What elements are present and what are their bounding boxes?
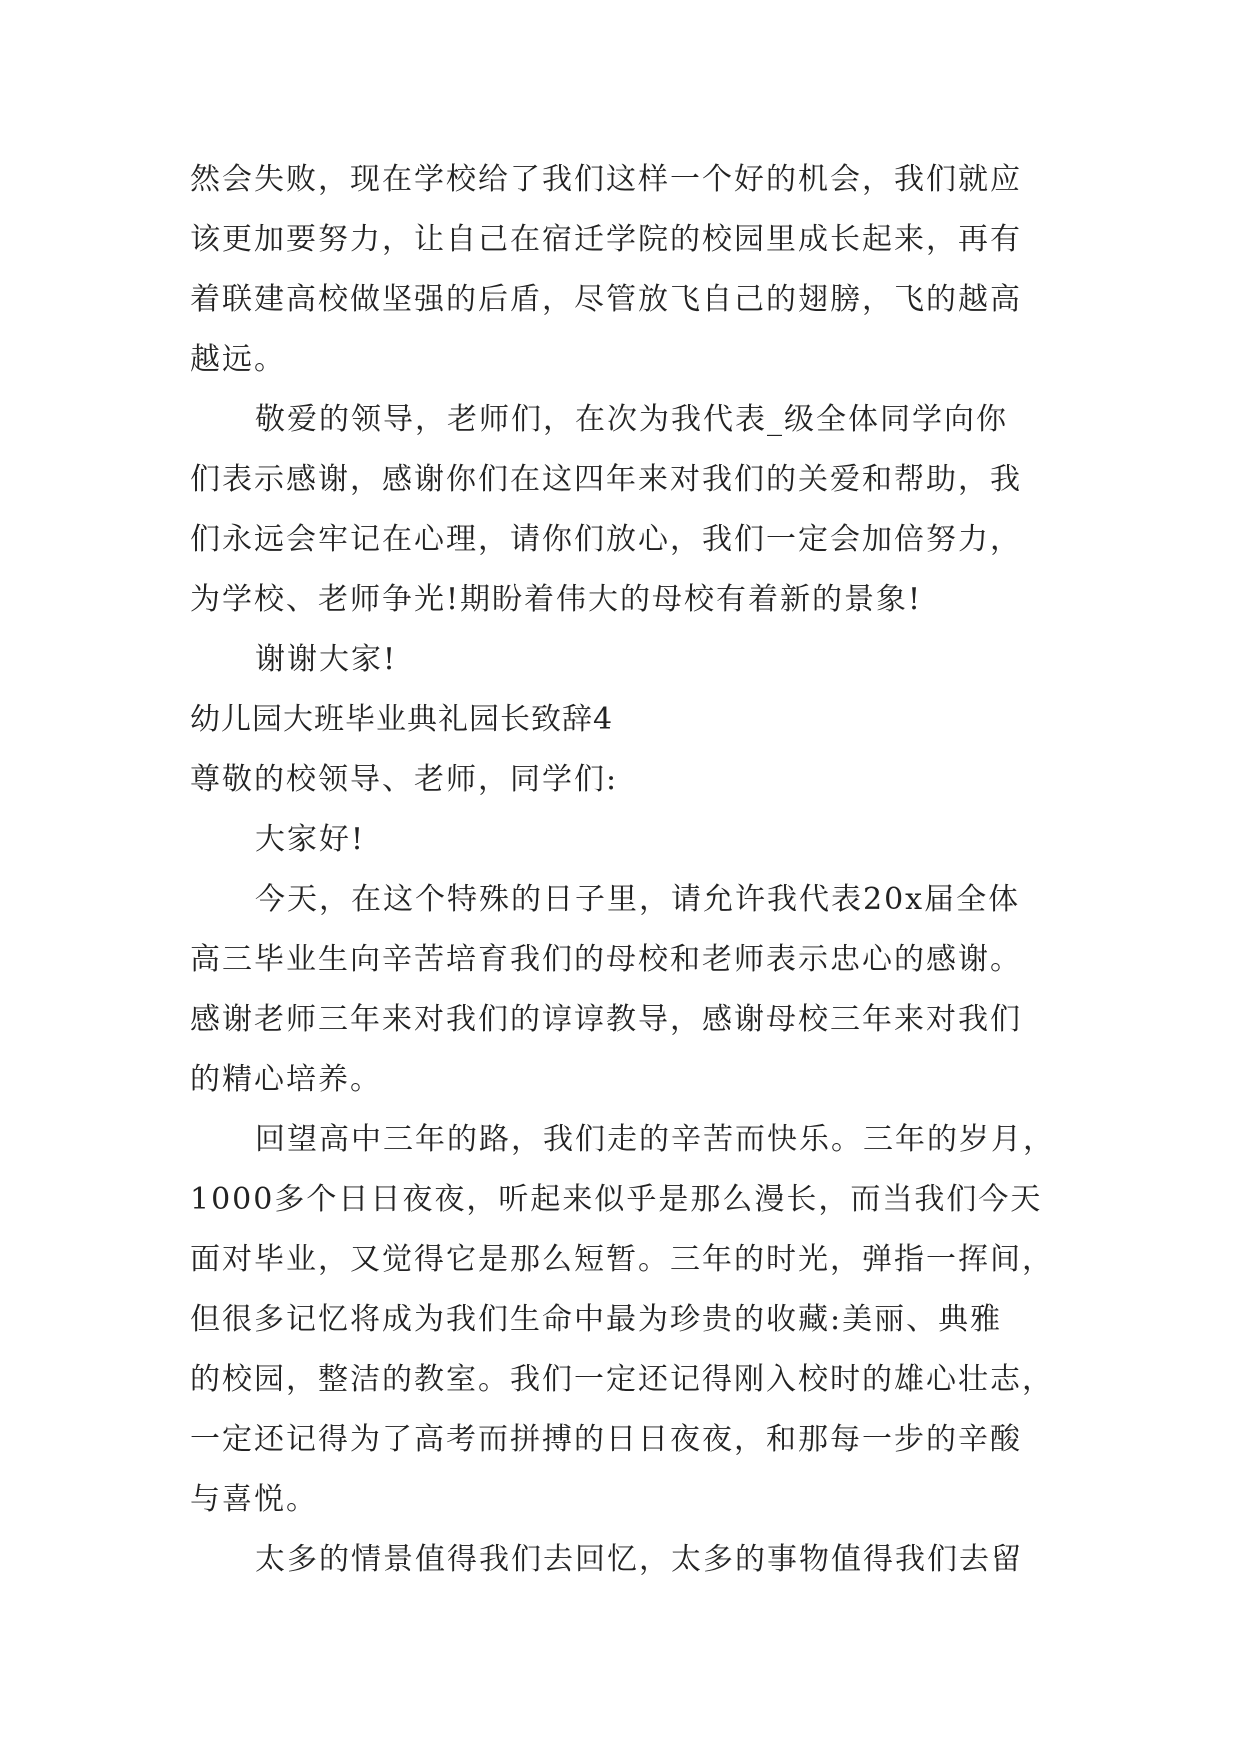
salutation-line: 尊敬的校领导、老师，同学们: bbox=[190, 762, 619, 797]
greeting-line: 大家好! bbox=[255, 822, 366, 857]
text-line: 感谢老师三年来对我们的谆谆教导，感谢母校三年来对我们 bbox=[190, 1002, 1022, 1037]
text-line: 该更加要努力，让自己在宿迁学院的校园里成长起来，再有 bbox=[190, 222, 1022, 257]
text-line: 的校园，整洁的教室。我们一定还记得刚入校时的雄心壮志， bbox=[190, 1362, 1054, 1397]
text-line: 1000多个日日夜夜，听起来似乎是那么漫长，而当我们今天 bbox=[190, 1182, 1043, 1217]
text-line: 越远。 bbox=[190, 342, 286, 377]
text-line: 面对毕业，又觉得它是那么短暂。三年的时光，弹指一挥间， bbox=[190, 1242, 1054, 1277]
closing-thanks-line: 谢谢大家! bbox=[255, 642, 398, 677]
text-line: 为学校、老师争光!期盼着伟大的母校有着新的景象! bbox=[190, 582, 923, 617]
text-line: 一定还记得为了高考而拼搏的日日夜夜，和那每一步的辛酸 bbox=[190, 1422, 1022, 1457]
section-heading: 幼儿园大班毕业典礼园长致辞4 bbox=[190, 702, 614, 737]
text-line: 们永远会牢记在心理，请你们放心，我们一定会加倍努力， bbox=[190, 522, 1022, 557]
text-line: 然会失败，现在学校给了我们这样一个好的机会，我们就应 bbox=[190, 162, 1022, 197]
text-line: 着联建高校做坚强的后盾，尽管放飞自己的翅膀，飞的越高 bbox=[190, 282, 1022, 317]
paragraph-start-line: 敬爱的领导，老师们，在次为我代表_级全体同学向你 bbox=[255, 402, 1008, 437]
paragraph-start-line: 太多的情景值得我们去回忆，太多的事物值得我们去留 bbox=[255, 1542, 1023, 1577]
text-line: 与喜悦。 bbox=[190, 1482, 318, 1517]
paragraph-start-line: 回望高中三年的路，我们走的辛苦而快乐。三年的岁月， bbox=[255, 1122, 1055, 1157]
document-body bbox=[190, 160, 1070, 1600]
text-line: 们表示感谢，感谢你们在这四年来对我们的关爱和帮助，我 bbox=[190, 462, 1022, 497]
paragraph-start-line: 今天，在这个特殊的日子里，请允许我代表20x届全体 bbox=[255, 882, 1021, 917]
text-line: 的精心培养。 bbox=[190, 1062, 382, 1097]
text-line: 高三毕业生向辛苦培育我们的母校和老师表示忠心的感谢。 bbox=[190, 942, 1022, 977]
text-line: 但很多记忆将成为我们生命中最为珍贵的收藏:美丽、典雅 bbox=[190, 1302, 1003, 1337]
